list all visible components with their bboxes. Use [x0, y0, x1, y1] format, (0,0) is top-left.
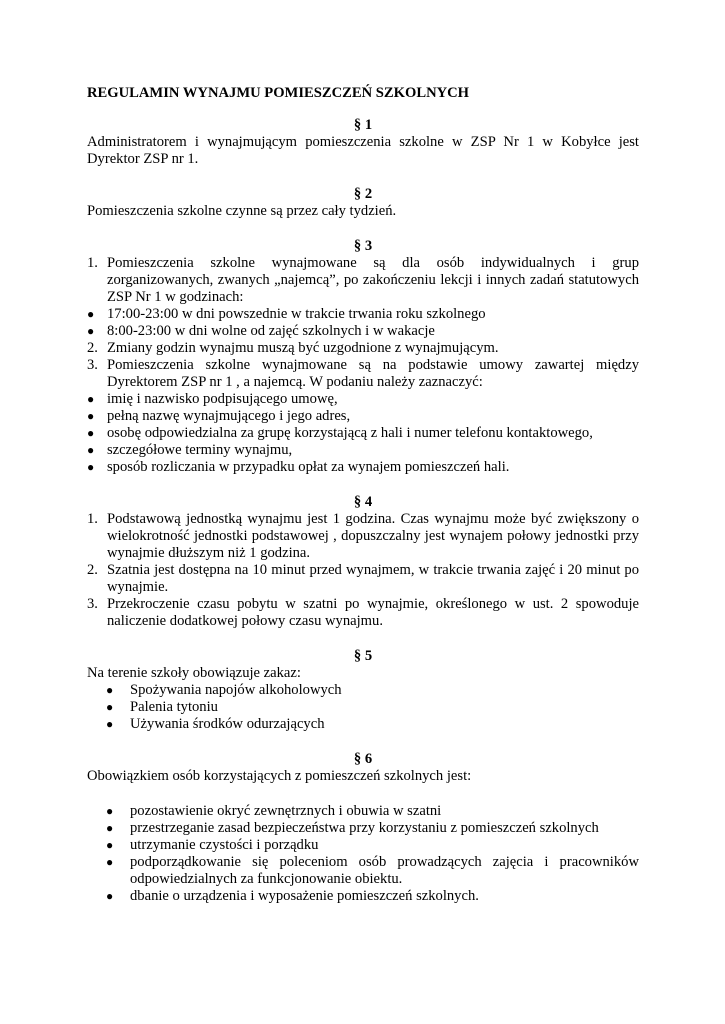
- item-text: osobę odpowiedzialna za grupę korzystającą z hali i numer telefonu kontaktowego,: [107, 425, 593, 441]
- list-item: [87, 682, 639, 699]
- section-5-heading: § 5: [353, 648, 373, 664]
- list-item: [87, 803, 639, 820]
- item-number: 1.: [87, 255, 98, 271]
- section-4-heading: § 4: [353, 494, 373, 510]
- item-text: imię i nazwisko podpisującego umowę,: [107, 391, 338, 407]
- list-item: [87, 408, 639, 425]
- item-number: 3.: [87, 596, 98, 612]
- bullet-icon: ●: [106, 855, 114, 869]
- list-item: [87, 323, 639, 340]
- list-item: [87, 511, 639, 562]
- section-1-heading: § 1: [353, 117, 373, 133]
- item-number: 2.: [87, 562, 98, 578]
- item-text: Używania środków odurzających: [130, 716, 325, 732]
- bullet-icon: ●: [106, 821, 114, 835]
- document-title: REGULAMIN WYNAJMU POMIESZCZEŃ SZKOLNYCH: [87, 85, 470, 101]
- bullet-icon: ●: [87, 324, 95, 338]
- section-2-text: Pomieszczenia szkolne czynne są przez cały tydzień.: [87, 203, 397, 219]
- document: [87, 85, 639, 905]
- item-text: dbanie o urządzenia i wyposażenie pomieszczeń szkolnych.: [130, 888, 479, 904]
- section-6-heading: § 6: [353, 751, 373, 767]
- bullet-icon: ●: [87, 443, 95, 457]
- list-item: [87, 391, 639, 408]
- list-item: [87, 716, 639, 733]
- item-text: przestrzeganie zasad bezpieczeństwa przy korzystaniu z pomieszczeń szkolnych: [130, 820, 599, 836]
- list-item: [87, 255, 639, 306]
- item-text: Zmiany godzin wynajmu muszą być uzgodnione z wynajmującym.: [107, 340, 499, 356]
- bullet-icon: ●: [87, 409, 95, 423]
- bullet-icon: ●: [106, 889, 114, 903]
- item-text: Pomieszczenia szkolne wynajmowane są dla osób indywidualnych i grup zorganizowanych, zwanych „najemcą”, po zakończeniu lekcji i innych zadań statutowych ZSP Nr 1 w godzinach:: [107, 255, 639, 305]
- item-text: Spożywania napojów alkoholowych: [130, 682, 342, 698]
- list-item: [87, 459, 639, 476]
- list-item: [87, 425, 639, 442]
- bullet-icon: ●: [106, 700, 114, 714]
- item-text: Przekroczenie czasu pobytu w szatni po wynajmie, określonego w ust. 2 spowoduje naliczenie dodatkowej połowy czasu wynajmu.: [107, 596, 639, 629]
- section-5-intro: Na terenie szkoły obowiązuje zakaz:: [87, 665, 301, 681]
- bullet-icon: ●: [87, 426, 95, 440]
- item-number: 2.: [87, 340, 98, 356]
- bullet-icon: ●: [106, 683, 114, 697]
- list-item: [87, 357, 639, 391]
- list-item: [87, 854, 639, 888]
- item-text: utrzymanie czystości i porządku: [130, 837, 319, 853]
- item-text: podporządkowanie się poleceniom osób prowadzących zajęcia i pracowników odpowiedzialnych za funkcjonowanie obiektu.: [130, 854, 639, 887]
- list-item: [87, 306, 639, 323]
- item-text: Szatnia jest dostępna na 10 minut przed wynajmem, w trakcie trwania zajęć i 20 minut po wynajmie.: [107, 562, 639, 595]
- bullet-icon: ●: [106, 717, 114, 731]
- item-number: 1.: [87, 511, 98, 527]
- section-1-text: Administratorem i wynajmującym pomieszczenia szkolne w ZSP Nr 1 w Kobyłce jest Dyrektor ZSP nr 1.: [87, 134, 639, 167]
- list-item: [87, 442, 639, 459]
- item-text: Podstawową jednostką wynajmu jest 1 godzina. Czas wynajmu może być zwiększony o wielokrotność jednostki podstawowej , dopuszczalny jest wynajem połowy jednostki przy wynajmie dłuższym niż 1 godzina.: [107, 511, 639, 561]
- item-text: pozostawienie okryć zewnętrznych i obuwia w szatni: [130, 803, 442, 819]
- item-text: sposób rozliczania w przypadku opłat za wynajem pomieszczeń hali.: [107, 459, 510, 475]
- list-item: [87, 596, 639, 630]
- list-item: [87, 888, 639, 905]
- item-text: 8:00-23:00 w dni wolne od zajęć szkolnych i w wakacje: [107, 323, 435, 339]
- list-item: [87, 562, 639, 596]
- item-text: Pomieszczenia szkolne wynajmowane są na podstawie umowy zawartej między Dyrektorem ZSP nr 1 , a najemcą. W podaniu należy zaznaczyć:: [107, 357, 639, 390]
- list-item: [87, 699, 639, 716]
- section-3-heading: § 3: [353, 238, 373, 254]
- item-text: 17:00-23:00 w dni powszednie w trakcie trwania roku szkolnego: [107, 306, 486, 322]
- bullet-icon: ●: [106, 804, 114, 818]
- bullet-icon: ●: [87, 307, 95, 321]
- list-item: [87, 820, 639, 837]
- section-2-heading: § 2: [353, 186, 373, 202]
- bullet-icon: ●: [106, 838, 114, 852]
- bullet-icon: ●: [87, 392, 95, 406]
- section-6-intro: Obowiązkiem osób korzystających z pomieszczeń szkolnych jest:: [87, 768, 472, 784]
- item-text: Palenia tytoniu: [130, 699, 218, 715]
- item-text: szczegółowe terminy wynajmu,: [107, 442, 293, 458]
- item-text: pełną nazwę wynajmującego i jego adres,: [107, 408, 351, 424]
- item-number: 3.: [87, 357, 98, 373]
- list-item: [87, 837, 639, 854]
- bullet-icon: ●: [87, 460, 95, 474]
- list-item: [87, 340, 639, 357]
